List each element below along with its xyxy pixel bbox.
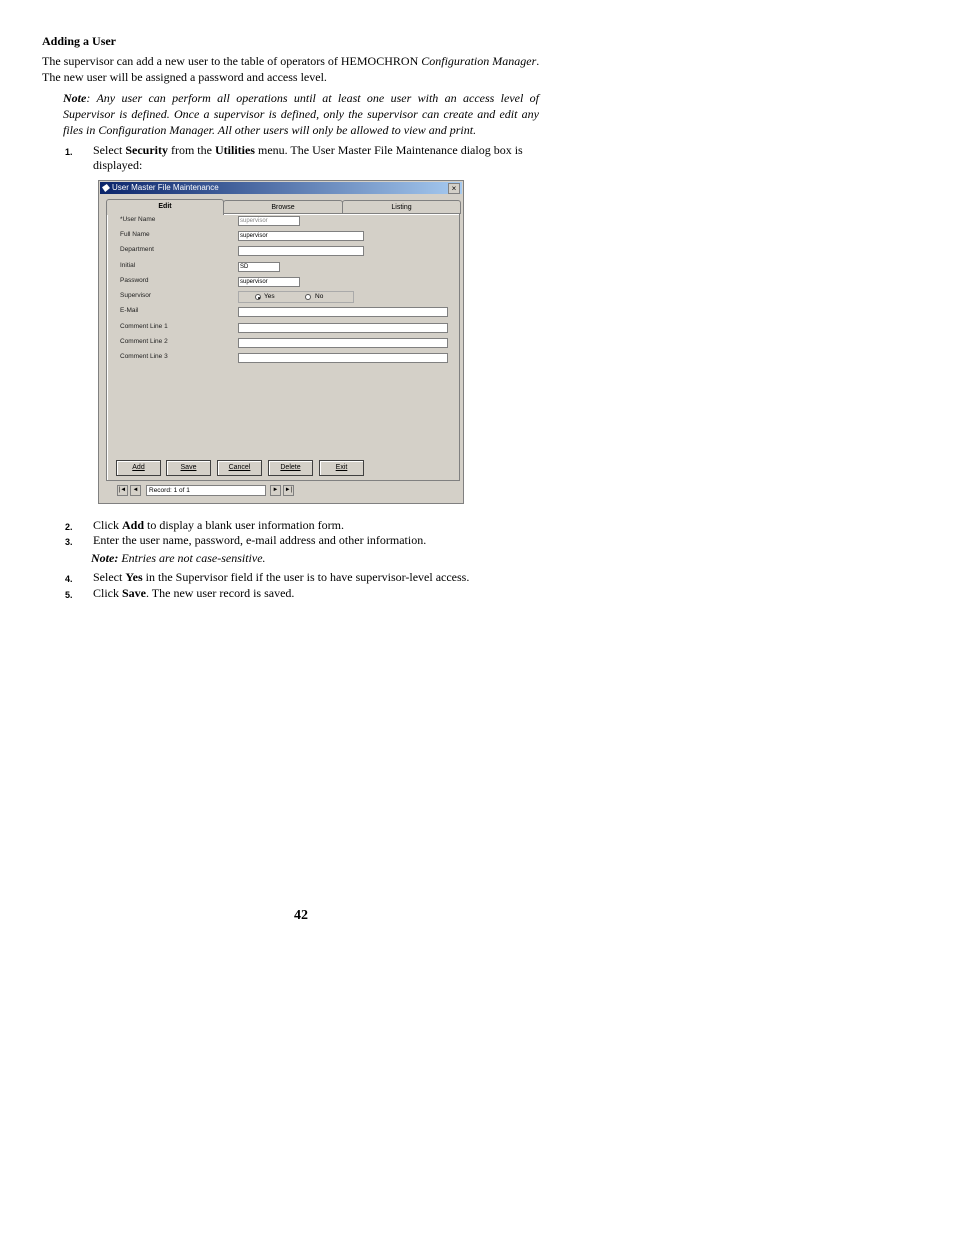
email-input[interactable] xyxy=(238,307,448,317)
dialog-titlebar[interactable] xyxy=(100,182,462,194)
comment-line-1-input[interactable] xyxy=(238,323,448,333)
add-button[interactable]: Add xyxy=(116,460,161,476)
supervisor-yes-radio[interactable] xyxy=(255,294,261,300)
supervisor-radio-group xyxy=(238,291,354,303)
dialog-title: User Master File Maintenance xyxy=(112,183,219,192)
page-number: 42 xyxy=(294,908,308,923)
label-email: E-Mail xyxy=(120,307,139,314)
password-input[interactable]: supervisor xyxy=(238,277,300,287)
last-record-button[interactable]: ►| xyxy=(283,485,294,496)
note-case-sensitive: Note: Entries are not case-sensitive. xyxy=(91,551,266,565)
user-name-input[interactable]: supervisor xyxy=(238,216,300,226)
first-record-button[interactable]: |◄ xyxy=(117,485,128,496)
tab-listing[interactable]: Listing xyxy=(342,200,461,214)
comment-line-2-input[interactable] xyxy=(238,338,448,348)
comment-line-3-input[interactable] xyxy=(238,353,448,363)
close-button[interactable]: × xyxy=(448,183,460,194)
intro-paragraph: The supervisor can add a new user to the table of operators of HEMOCHRON Configuration Manager. The new user will be assigned a password and access level. xyxy=(42,54,540,84)
next-record-button[interactable]: ► xyxy=(270,485,281,496)
label-comment-3: Comment Line 3 xyxy=(120,353,168,360)
record-indicator: Record: 1 of 1 xyxy=(146,485,266,496)
initial-input[interactable]: SD xyxy=(238,262,280,272)
supervisor-yes-label: Yes xyxy=(264,293,275,300)
label-supervisor: Supervisor xyxy=(120,292,152,299)
label-user-name: *User Name xyxy=(120,216,156,223)
user-master-dialog xyxy=(98,180,464,504)
note-paragraph: Note: Any user can perform all operations until at least one user with an access level of Supervisor is defined. Once a supervisor is defined, only the supervisor can create and edit any files in Configuration Manager. All other users will only be allowed to view and print. xyxy=(63,91,539,137)
label-department: Department xyxy=(120,246,154,253)
cancel-button[interactable]: Cancel xyxy=(217,460,262,476)
delete-button[interactable]: Delete xyxy=(268,460,313,476)
supervisor-no-radio[interactable] xyxy=(305,294,311,300)
app-icon xyxy=(102,184,110,192)
save-button[interactable]: Save xyxy=(166,460,211,476)
label-comment-1: Comment Line 1 xyxy=(120,323,168,330)
section-heading: Adding a User xyxy=(42,34,117,48)
exit-button[interactable]: Exit xyxy=(319,460,364,476)
label-full-name: Full Name xyxy=(120,231,150,238)
label-initial: Initial xyxy=(120,262,136,269)
supervisor-no-label: No xyxy=(315,293,324,300)
full-name-input[interactable]: supervisor xyxy=(238,231,364,241)
department-input[interactable] xyxy=(238,246,364,256)
tab-edit[interactable]: Edit xyxy=(106,199,224,215)
label-comment-2: Comment Line 2 xyxy=(120,338,168,345)
label-password: Password xyxy=(120,277,149,284)
prev-record-button[interactable]: ◄ xyxy=(130,485,141,496)
tab-browse[interactable]: Browse xyxy=(223,200,343,214)
